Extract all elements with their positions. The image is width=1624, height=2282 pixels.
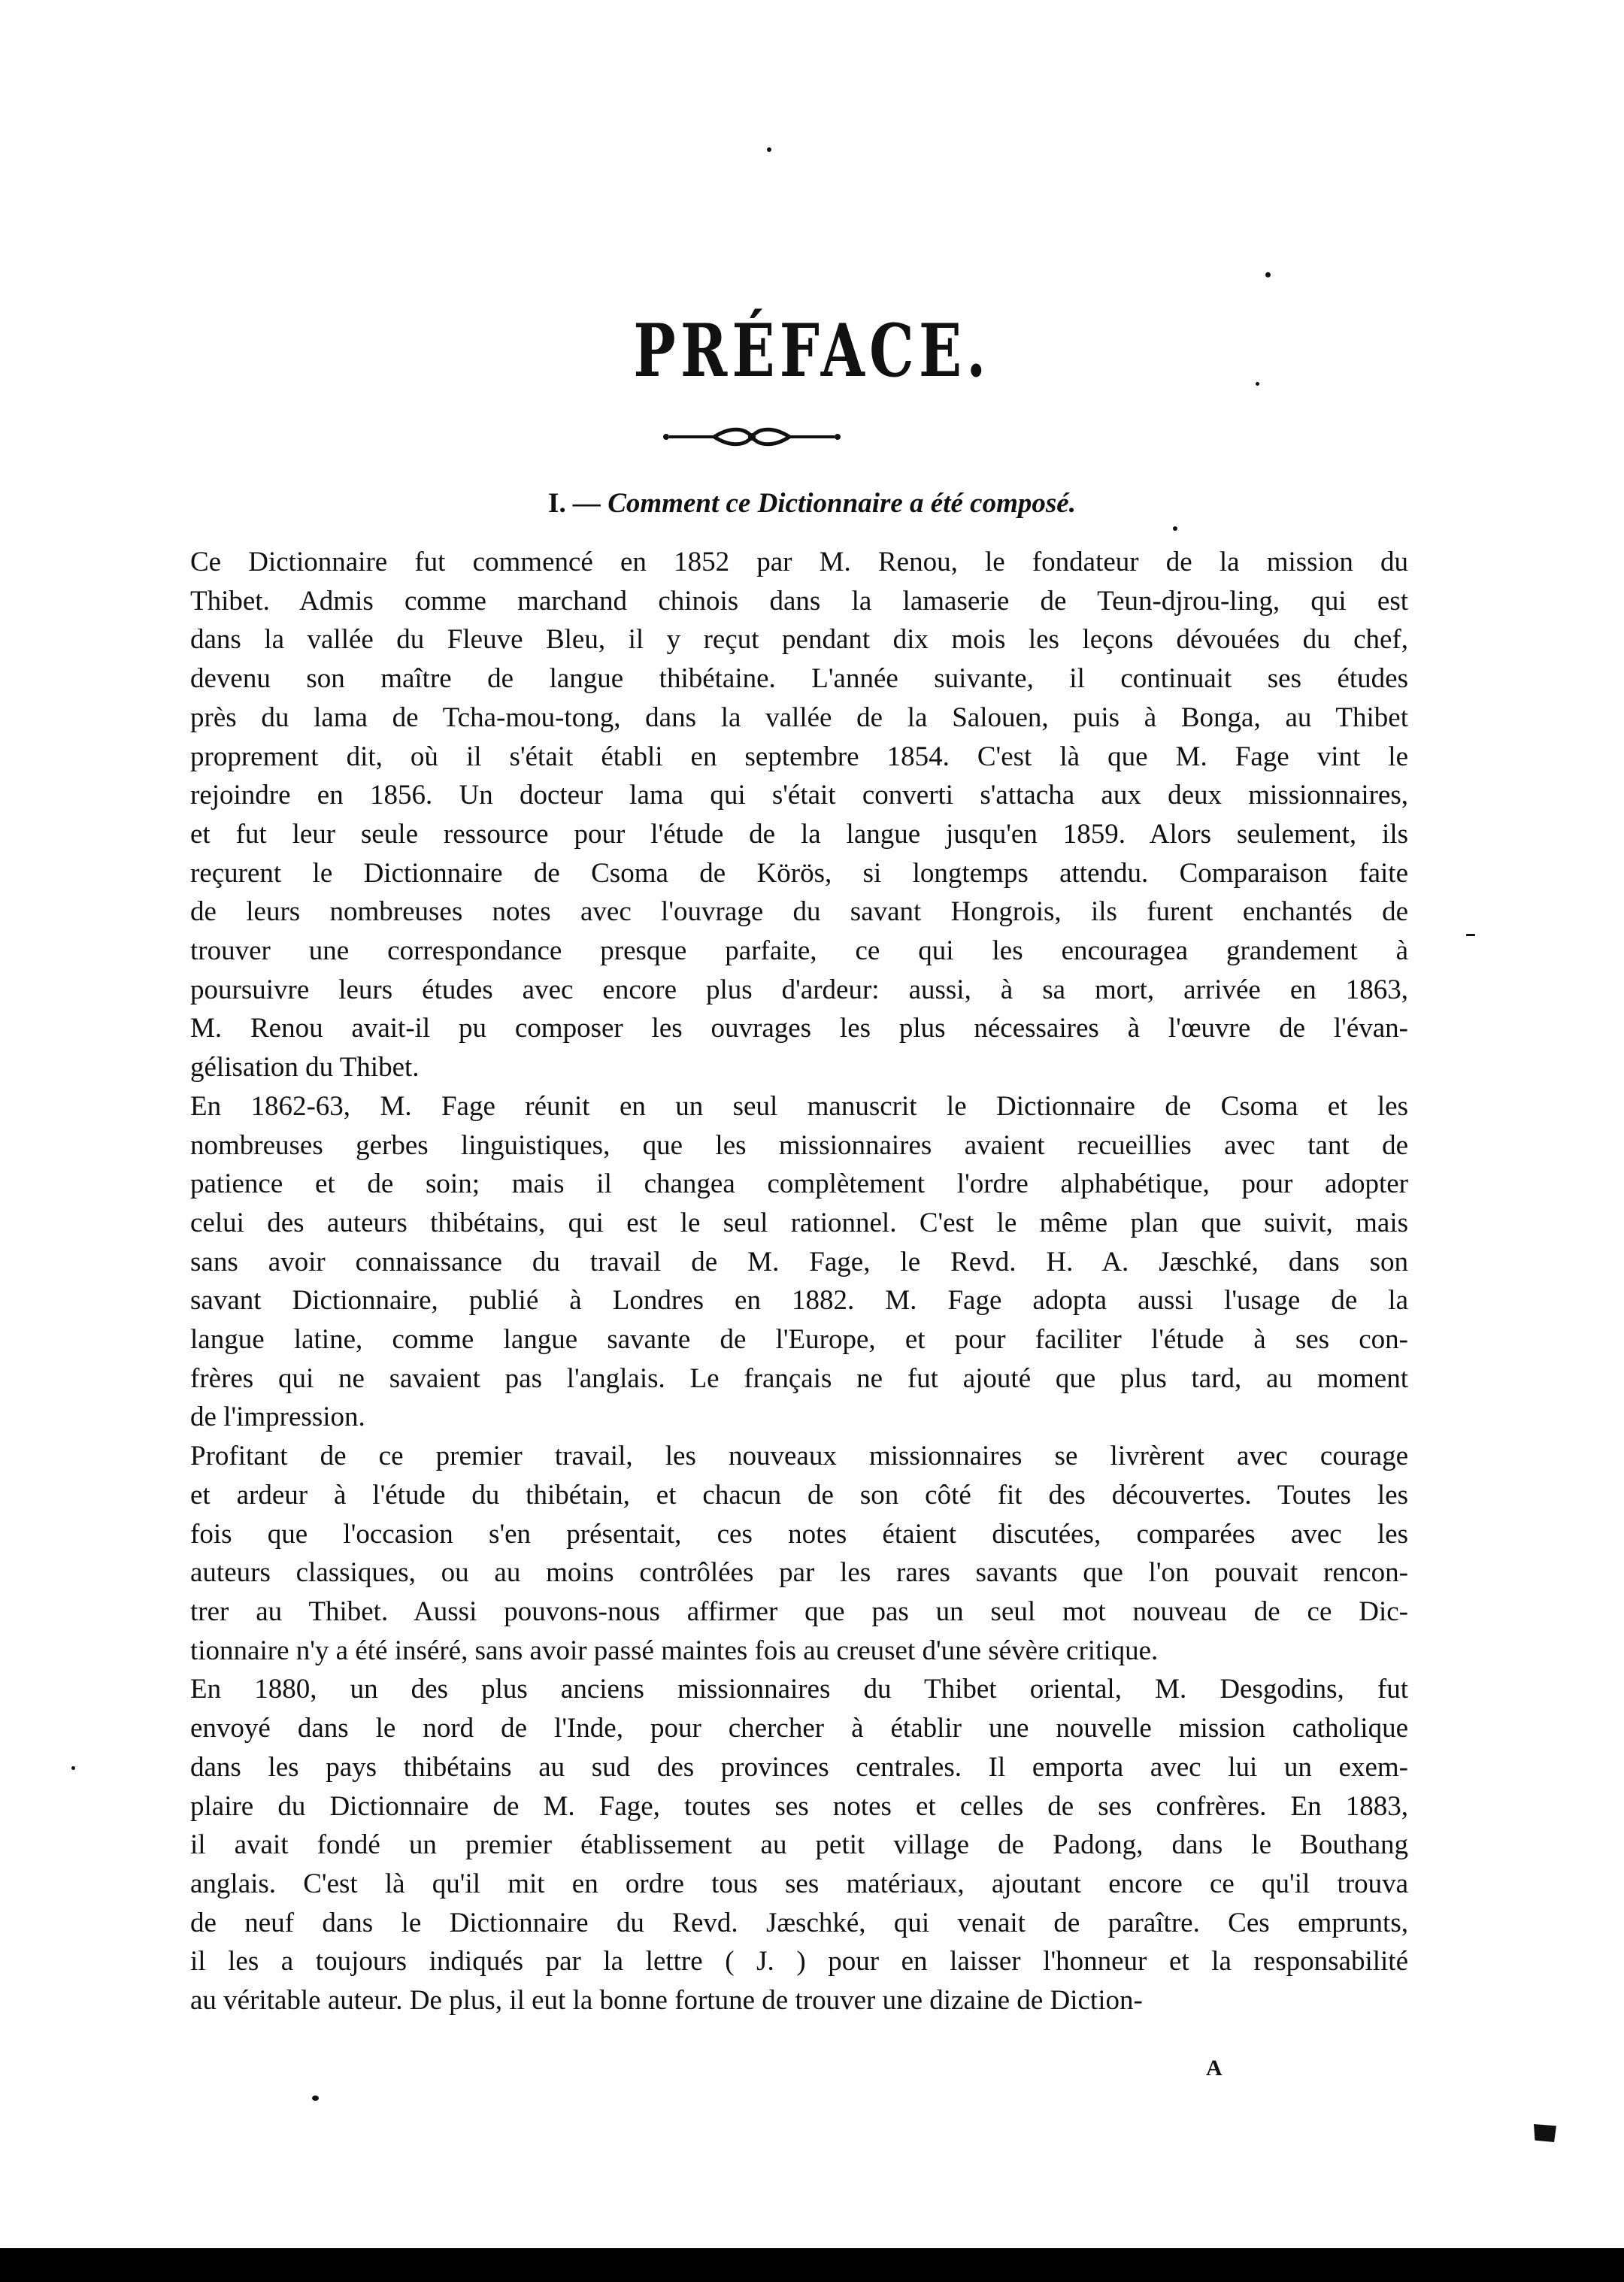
text-line: auteurs classiques, ou au moins contrôlées par les rares savants que l'on pouvait rencon- xyxy=(190,1557,1408,1589)
paragraph xyxy=(154,1087,1408,1437)
text-line: Profitant de ce premier travail, les nouveaux missionnaires se livrèrent avec courage xyxy=(190,1441,1408,1472)
paragraph xyxy=(154,1670,1408,2020)
scan-edge-bar xyxy=(0,2248,1624,2282)
corner-mark xyxy=(1534,2124,1556,2142)
section-number: I. xyxy=(548,488,566,519)
section-heading xyxy=(0,487,1624,520)
page-title: PRÉFACE. xyxy=(633,308,991,393)
text-line: près du lama de Tcha-mou-tong, dans la vallée de la Salouen, puis à Bonga, au Thibet xyxy=(190,702,1408,733)
text-line: de neuf dans le Dictionnaire du Revd. Jæschké, qui venait de paraître. Ces emprunts, xyxy=(190,1907,1408,1938)
text-line: savant Dictionnaire, publié à Londres en 1882. M. Fage adopta aussi l'usage de la xyxy=(190,1285,1408,1317)
text-line: au véritable auteur. De plus, il eut la bonne fortune de trouver une dizaine de Diction- xyxy=(190,1985,1143,2017)
text-line: Ce Dictionnaire fut commencé en 1852 par M. Renou, le fondateur de la mission du xyxy=(190,547,1408,577)
text-line: celui des auteurs thibétains, qui est le seul rationnel. C'est le même plan que suivit, mais xyxy=(190,1207,1408,1238)
text-line: patience et de soin; mais il changea complètement l'ordre alphabétique, pour adopter xyxy=(190,1168,1408,1200)
text-line: il les a toujours indiqués par la lettre ( J. ) pour en laisser l'honneur et la responsabilité xyxy=(190,1946,1408,1977)
text-line: sans avoir connaissance du travail de M. Fage, le Revd. H. A. Jæschké, dans son xyxy=(190,1246,1408,1277)
print-speck xyxy=(1265,272,1271,277)
text-line: de l'impression. xyxy=(190,1402,365,1433)
text-line: fois que l'occasion s'en présentait, ces notes étaient discutées, comparées avec les xyxy=(190,1518,1408,1550)
text-line: et ardeur à l'étude du thibétain, et chacun de son côté fit des découvertes. Toutes les xyxy=(190,1479,1408,1511)
text-line: de leurs nombreuses notes avec l'ouvrage du savant Hongrois, ils furent enchantés de xyxy=(190,896,1408,928)
text-line: M. Renou avait-il pu composer les ouvrages les plus nécessaires à l'œuvre de l'évan- xyxy=(190,1013,1408,1044)
section-title: — Comment ce Dictionnaire a été composé. xyxy=(572,488,1076,519)
text-line: plaire du Dictionnaire de M. Fage, toutes ses notes et celles de ses confrères. En 1883, xyxy=(190,1790,1408,1822)
text-line: Thibet. Admis comme marchand chinois dans la lamaserie de Teun-djrou-ling, qui est xyxy=(190,585,1408,617)
preface-body xyxy=(154,543,1408,2020)
text-line: dans les pays thibétains au sud des provinces centrales. Il emporta avec lui un exem- xyxy=(190,1751,1408,1783)
text-line: devenu son maître de langue thibétaine. L'année suivante, il continuait ses études xyxy=(190,663,1408,695)
text-line: tionnaire n'y a été inséré, sans avoir passé maintes fois au creuset d'une sévère critique. xyxy=(190,1635,1159,1666)
text-line: poursuivre leurs études avec encore plus d'ardeur: aussi, à sa mort, arrivée en 1863, xyxy=(190,974,1408,1005)
text-line: trouver une correspondance presque parfaite, ce qui les encouragea grandement à xyxy=(190,935,1408,967)
print-speck xyxy=(767,147,771,152)
print-speck xyxy=(1173,526,1177,531)
text-line: trer au Thibet. Aussi pouvons-nous affirmer que pas un seul mot nouveau de ce Dic- xyxy=(190,1596,1408,1627)
text-line: gélisation du Thibet. xyxy=(190,1052,420,1083)
ornament-divider xyxy=(662,426,842,448)
paragraph xyxy=(154,1437,1408,1670)
print-speck xyxy=(312,2096,319,2101)
signature-mark: A xyxy=(1206,2056,1223,2080)
text-line: proprement dit, où il s'était établi en septembre 1854. C'est là que M. Fage vint le xyxy=(190,741,1408,772)
text-line: En 1880, un des plus anciens missionnaires du Thibet oriental, M. Desgodins, fut xyxy=(190,1674,1408,1705)
text-line: reçurent le Dictionnaire de Csoma de Körös, si longtemps attendu. Comparaison faite xyxy=(190,857,1408,889)
text-line: dans la vallée du Fleuve Bleu, il y reçut pendant dix mois les leçons dévouées du chef, xyxy=(190,624,1408,656)
text-line: il avait fondé un premier établissement au petit village de Padong, dans le Bouthang xyxy=(190,1829,1408,1861)
text-line: En 1862-63, M. Fage réunit en un seul manuscrit le Dictionnaire de Csoma et les xyxy=(190,1090,1408,1122)
text-line: et fut leur seule ressource pour l'étude de la langue jusqu'en 1859. Alors seulement, ils xyxy=(190,818,1408,850)
text-line: anglais. C'est là qu'il mit en ordre tous ses matériaux, ajoutant encore ce qu'il trouva xyxy=(190,1868,1408,1899)
print-speck xyxy=(1256,382,1259,386)
text-line: rejoindre en 1856. Un docteur lama qui s'était converti s'attacha aux deux missionnaires, xyxy=(190,780,1408,811)
text-line: envoyé dans le nord de l'Inde, pour chercher à établir une nouvelle mission catholique xyxy=(190,1713,1408,1744)
text-line: langue latine, comme langue savante de l'Europe, et pour faciliter l'étude à ses con- xyxy=(190,1324,1408,1356)
text-line: nombreuses gerbes linguistiques, que les missionnaires avaient recueillies avec tant de xyxy=(190,1129,1408,1161)
print-speck xyxy=(71,1766,75,1770)
print-speck xyxy=(1466,934,1475,936)
text-line: frères qui ne savaient pas l'anglais. Le français ne fut ajouté que plus tard, au moment xyxy=(190,1362,1408,1394)
paragraph xyxy=(154,543,1408,1087)
